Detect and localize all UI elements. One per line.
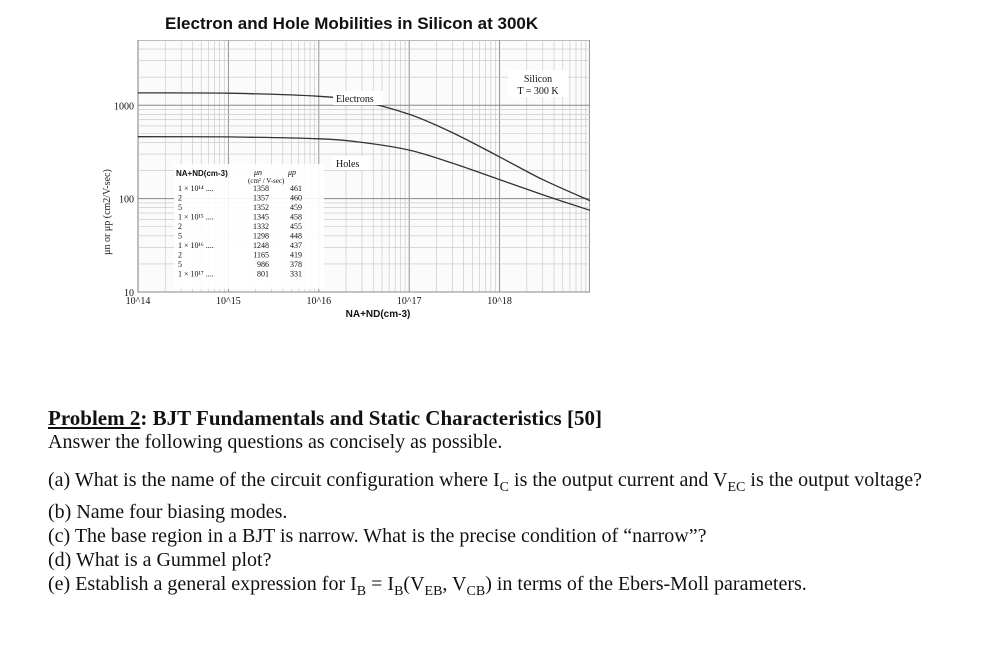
table-cell-mu-n: 1165	[253, 250, 269, 260]
table-cell-mu-p: 458	[290, 212, 302, 222]
table-cell-concentration: 1 × 10¹⁴ ....	[178, 184, 214, 193]
table-cell-concentration: 2	[178, 222, 182, 231]
table-header-units: (cm² / V-sec)	[248, 177, 285, 185]
question-e-part: ) in terms of the Ebers-Moll parameters.	[485, 573, 807, 595]
question-e-part: = I	[366, 573, 395, 595]
table-cell-mu-n: 1248	[253, 241, 269, 250]
table-cell-mu-n: 1358	[253, 184, 269, 193]
x-tick-label: 10^18	[487, 296, 512, 307]
y-tick-label: 10	[124, 288, 134, 299]
problem-title: : BJT Fundamentals and Static Characteristics [50]	[140, 406, 602, 430]
question-e-part: (e) Establish a general expression for I	[48, 573, 357, 595]
table-cell-mu-p: 460	[290, 193, 302, 203]
table-header-concentration: NA+ND(cm-3)	[176, 169, 228, 178]
question-b: (b) Name four biasing modes.	[48, 501, 288, 523]
question-e-part: B	[356, 584, 367, 599]
mobility-table	[174, 164, 324, 289]
problem-intro: Answer the following questions as concisely as possible.	[48, 431, 503, 453]
question-d: (d) What is a Gummel plot?	[48, 549, 272, 571]
x-tick-label: 10^15	[216, 296, 241, 307]
problem-number: Problem 2	[48, 406, 141, 430]
table-cell-mu-n: 801	[257, 269, 269, 279]
table-cell-mu-p: 461	[290, 184, 302, 193]
x-axis-label: NA+ND(cm-3)	[345, 309, 411, 320]
table-cell-concentration: 5	[178, 203, 182, 212]
table-cell-concentration: 1 × 10¹⁶ ....	[178, 241, 214, 250]
question-e-part: (V	[403, 573, 425, 595]
table-cell-mu-p: 459	[290, 203, 302, 212]
x-tick-label: 10^16	[306, 296, 332, 307]
question-a	[48, 468, 998, 500]
problem-section	[48, 406, 998, 604]
x-tick-label: 10^14	[125, 296, 151, 307]
question-e-part: CB	[466, 584, 486, 599]
annotation-temperature: T = 300 K	[517, 86, 559, 97]
table-cell-mu-p: 419	[290, 250, 302, 260]
table-cell-mu-p: 437	[290, 241, 302, 250]
question-a-part: is the output current and V	[509, 469, 728, 491]
table-cell-mu-p: 448	[290, 231, 302, 241]
question-a-part: is the output voltage?	[745, 469, 923, 491]
table-cell-mu-p: 455	[290, 222, 302, 231]
x-tick-label: 10^17	[396, 296, 422, 307]
question-e-part: , V	[442, 573, 467, 595]
table-cell-concentration: 1 × 10¹⁵ ....	[178, 212, 214, 222]
mobility-chart	[90, 40, 590, 340]
question-e-part: B	[394, 584, 404, 599]
holes-label: Holes	[336, 159, 360, 170]
y-axis-label: μn or μp (cm2/V-sec)	[102, 169, 113, 255]
table-cell-mu-n: 1298	[253, 231, 269, 241]
table-cell-mu-n: 1345	[253, 212, 269, 222]
electrons-label: Electrons	[336, 94, 374, 105]
table-header-mu-p: μp	[288, 168, 297, 177]
table-cell-concentration: 2	[178, 250, 182, 260]
question-list	[48, 468, 998, 604]
chart-title: Electron and Hole Mobilities in Silicon at 300K	[165, 14, 539, 33]
y-tick-label: 1000	[114, 101, 134, 113]
table-header-mu-n: μn	[254, 168, 263, 177]
question-c: (c) The base region in a BJT is narrow. What is the precise condition of “narrow”?	[48, 525, 707, 547]
table-cell-concentration: 1 × 10¹⁷ ....	[178, 269, 214, 279]
question-a-part: (a) What is the name of the circuit configuration where I	[48, 469, 500, 491]
table-cell-concentration: 5	[178, 260, 182, 269]
annotation-silicon: Silicon	[523, 74, 553, 85]
table-cell-mu-n: 1332	[253, 222, 269, 231]
question-e	[48, 572, 998, 604]
question-e-part: EB	[424, 584, 443, 599]
question-a-part: C	[499, 480, 510, 495]
table-cell-mu-n: 986	[257, 260, 269, 269]
table-cell-concentration: 5	[178, 231, 182, 241]
table-cell-concentration: 2	[178, 193, 182, 203]
question-a-part: EC	[727, 480, 746, 495]
table-cell-mu-n: 1357	[253, 193, 269, 203]
y-tick-label: 100	[119, 194, 134, 206]
table-cell-mu-p: 331	[290, 269, 302, 279]
table-cell-mu-n: 1352	[253, 203, 269, 212]
problem-heading	[48, 406, 998, 430]
table-cell-mu-p: 378	[290, 260, 302, 269]
